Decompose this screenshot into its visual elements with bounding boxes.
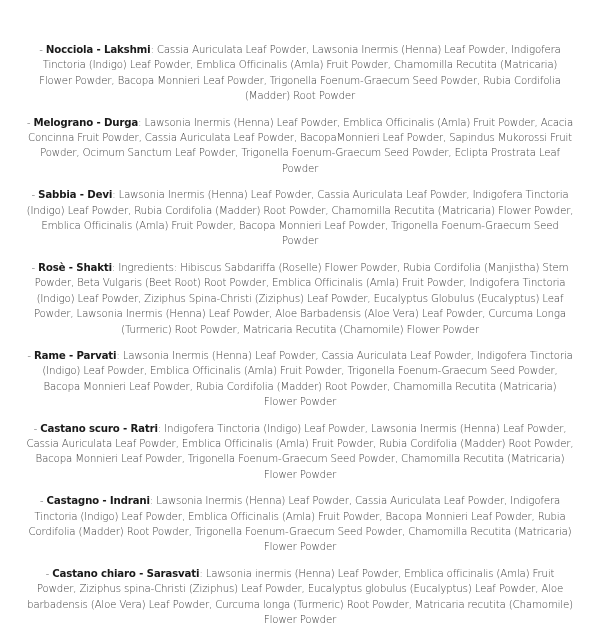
entry-ingredients: Ingredients: Hibiscus Sabdariffa (Roselle) Flower Powder, Rubia Cordifolia (Manjistha) Stem Powder, Beta Vulgaris (Beet Root) Root Powder, Emblica Officinalis (Amla) Fruit Powder, Indigofera Tinctoria (Indigo) Leaf Powder, Ziziphus Spina-Christi (Ziziphus) Leaf Powder, Eucalyptus Globulus (Eucalyptus) Leaf Powder, Lawsonia Inermis (Henna) Leaf Powder, Aloe Barbadensis (Aloe Vera) Leaf Powder, Curcuma Longa (Turmeric) Root Powder, Matricaria Recutita (Chamomile) Flower Powder (34, 262, 569, 336)
entry-prefix: - (31, 190, 39, 202)
entry-separator: : (149, 496, 157, 508)
entry-nocciola-lakshmi (26, 43, 574, 105)
entry-name: Nocciola - Lakshmi (45, 45, 151, 56)
entry-ingredients: Lawsonia Inermis (Henna) Leaf Powder, Cassia Auriculata Leaf Powder, Indigofera Tinctoria (Indigo) Leaf Powder, Emblica Officinalis (Amla) Fruit Powder, Trigonella Foenum-Graecum Seed Powder, Bacopa Monnieri Leaf Powder, Rubia Cordifolia (Madder) Root Powder, Chamomilla Recutita (Matricaria) Flower Powder (42, 350, 573, 409)
entry-name: Castano scuro - Ratri (40, 423, 158, 435)
entry-separator: : (112, 190, 119, 202)
entry-ingredients: Cassia Auriculata Leaf Powder, Lawsonia Inermis (Henna) Leaf Powder, Indigofera Tinctoria (Indigo) Leaf Powder, Emblica Officinalis (Amla) Fruit Powder, Chamomilla Recutita (Matricaria) Flower Powder, Bacopa Monnieri Leaf Powder, Trigonella Foenum-Graecum Seed Powder, Rubia Cordifolia (Madder) Root Powder (39, 45, 561, 103)
entry-sabbia-devi (26, 188, 574, 250)
entry-separator: : (111, 262, 119, 274)
entry-ingredients: Indigofera Tinctoria (Indigo) Leaf Powder, Lawsonia Inermis (Henna) Leaf Powder, Cassia Auriculata Leaf Powder, Emblica Officinalis (Amla) Fruit Powder, Rubia Cordifolia (Madder) Root Powder, Bacopa Monnieri Leaf Powder, Trigonella Foenum-Graecum Seed Powder, Chamomilla Recutita (Matricaria) Flower Powder (26, 423, 574, 481)
entry-name: Melograno - Durga (33, 117, 139, 129)
entry-melograno-durga (26, 116, 574, 178)
entry-rame-parvati (26, 349, 574, 411)
entry-prefix: - (45, 568, 53, 580)
entry-separator: : (150, 45, 157, 56)
entry-rose-shakti (26, 261, 574, 338)
ingredient-list (26, 43, 574, 639)
entry-name: Castagno - Indrani (46, 496, 150, 508)
entry-separator: : (199, 568, 206, 580)
entry-name: Rosè - Shakti (38, 262, 112, 274)
entry-name: Sabbia - Devi (38, 190, 113, 202)
entry-prefix: - (39, 45, 46, 56)
entry-castagno-indrani (26, 494, 574, 556)
entry-separator: : (157, 423, 165, 435)
entry-separator: : (138, 117, 145, 129)
entry-ingredients: Lawsonia inermis (Henna) Leaf Powder, Emblica officinalis (Amla) Fruit Powder, Ziziphus spina-Christi (Ziziphus) Leaf Powder, Eucalyptus globulus (Eucalyptus) Leaf Powder, Aloe barbadensis (Aloe Vera) Leaf Powder, Curcuma longa (Turmeric) Root Powder, Matricaria recutita (Chamomile) Flower Powder (27, 568, 573, 626)
entry-prefix: - (26, 117, 34, 129)
entry-castano-scuro-ratri (26, 422, 574, 484)
entry-name: Castano chiaro - Sarasvati (52, 568, 200, 580)
entry-prefix: - (31, 262, 39, 274)
entry-ingredients: Lawsonia Inermis (Henna) Leaf Powder, Emblica Officinalis (Amla) Fruit Powder, Acacia Concinna Fruit Powder, Cassia Auriculata Leaf Powder, BacopaMonnieri Leaf Powder, Sapindus Mukorossi Fruit Powder, Ocimum Sanctum Leaf Powder, Trigonella Foenum-Graecum Seed Powder, Eclipta Prostrata Leaf Powder (28, 117, 574, 175)
entry-castano-chiaro-sarasvati (26, 567, 574, 629)
entry-ingredients: Lawsonia Inermis (Henna) Leaf Powder, Cassia Auriculata Leaf Powder, Indigofera Tinctoria (Indigo) Leaf Powder, Emblica Officinalis (Amla) Fruit Powder, Bacopa Monnieri Leaf Powder, Rubia Cordifolia (Madder) Root Powder, Trigonella Foenum-Graecum Seed Powder, Chamomilla Recutita (Matricaria) Flower Powder (28, 496, 572, 554)
entry-name: Rame - Parvati (33, 350, 117, 362)
entry-separator: : (116, 350, 123, 362)
entry-prefix: - (27, 350, 34, 362)
entry-ingredients: Lawsonia Inermis (Henna) Leaf Powder, Cassia Auriculata Leaf Powder, Indigofera Tinctoria (Indigo) Leaf Powder, Rubia Cordifolia (Madder) Root Powder, Chamomilla Recutita (Matricaria) Flower Powder, Emblica Officinalis (Amla) Fruit Powder, Bacopa Monnieri Leaf Powder, Trigonella Foenum-Graecum Seed Powder (26, 190, 574, 248)
entry-prefix: - (39, 496, 47, 508)
entry-prefix: - (33, 423, 41, 435)
